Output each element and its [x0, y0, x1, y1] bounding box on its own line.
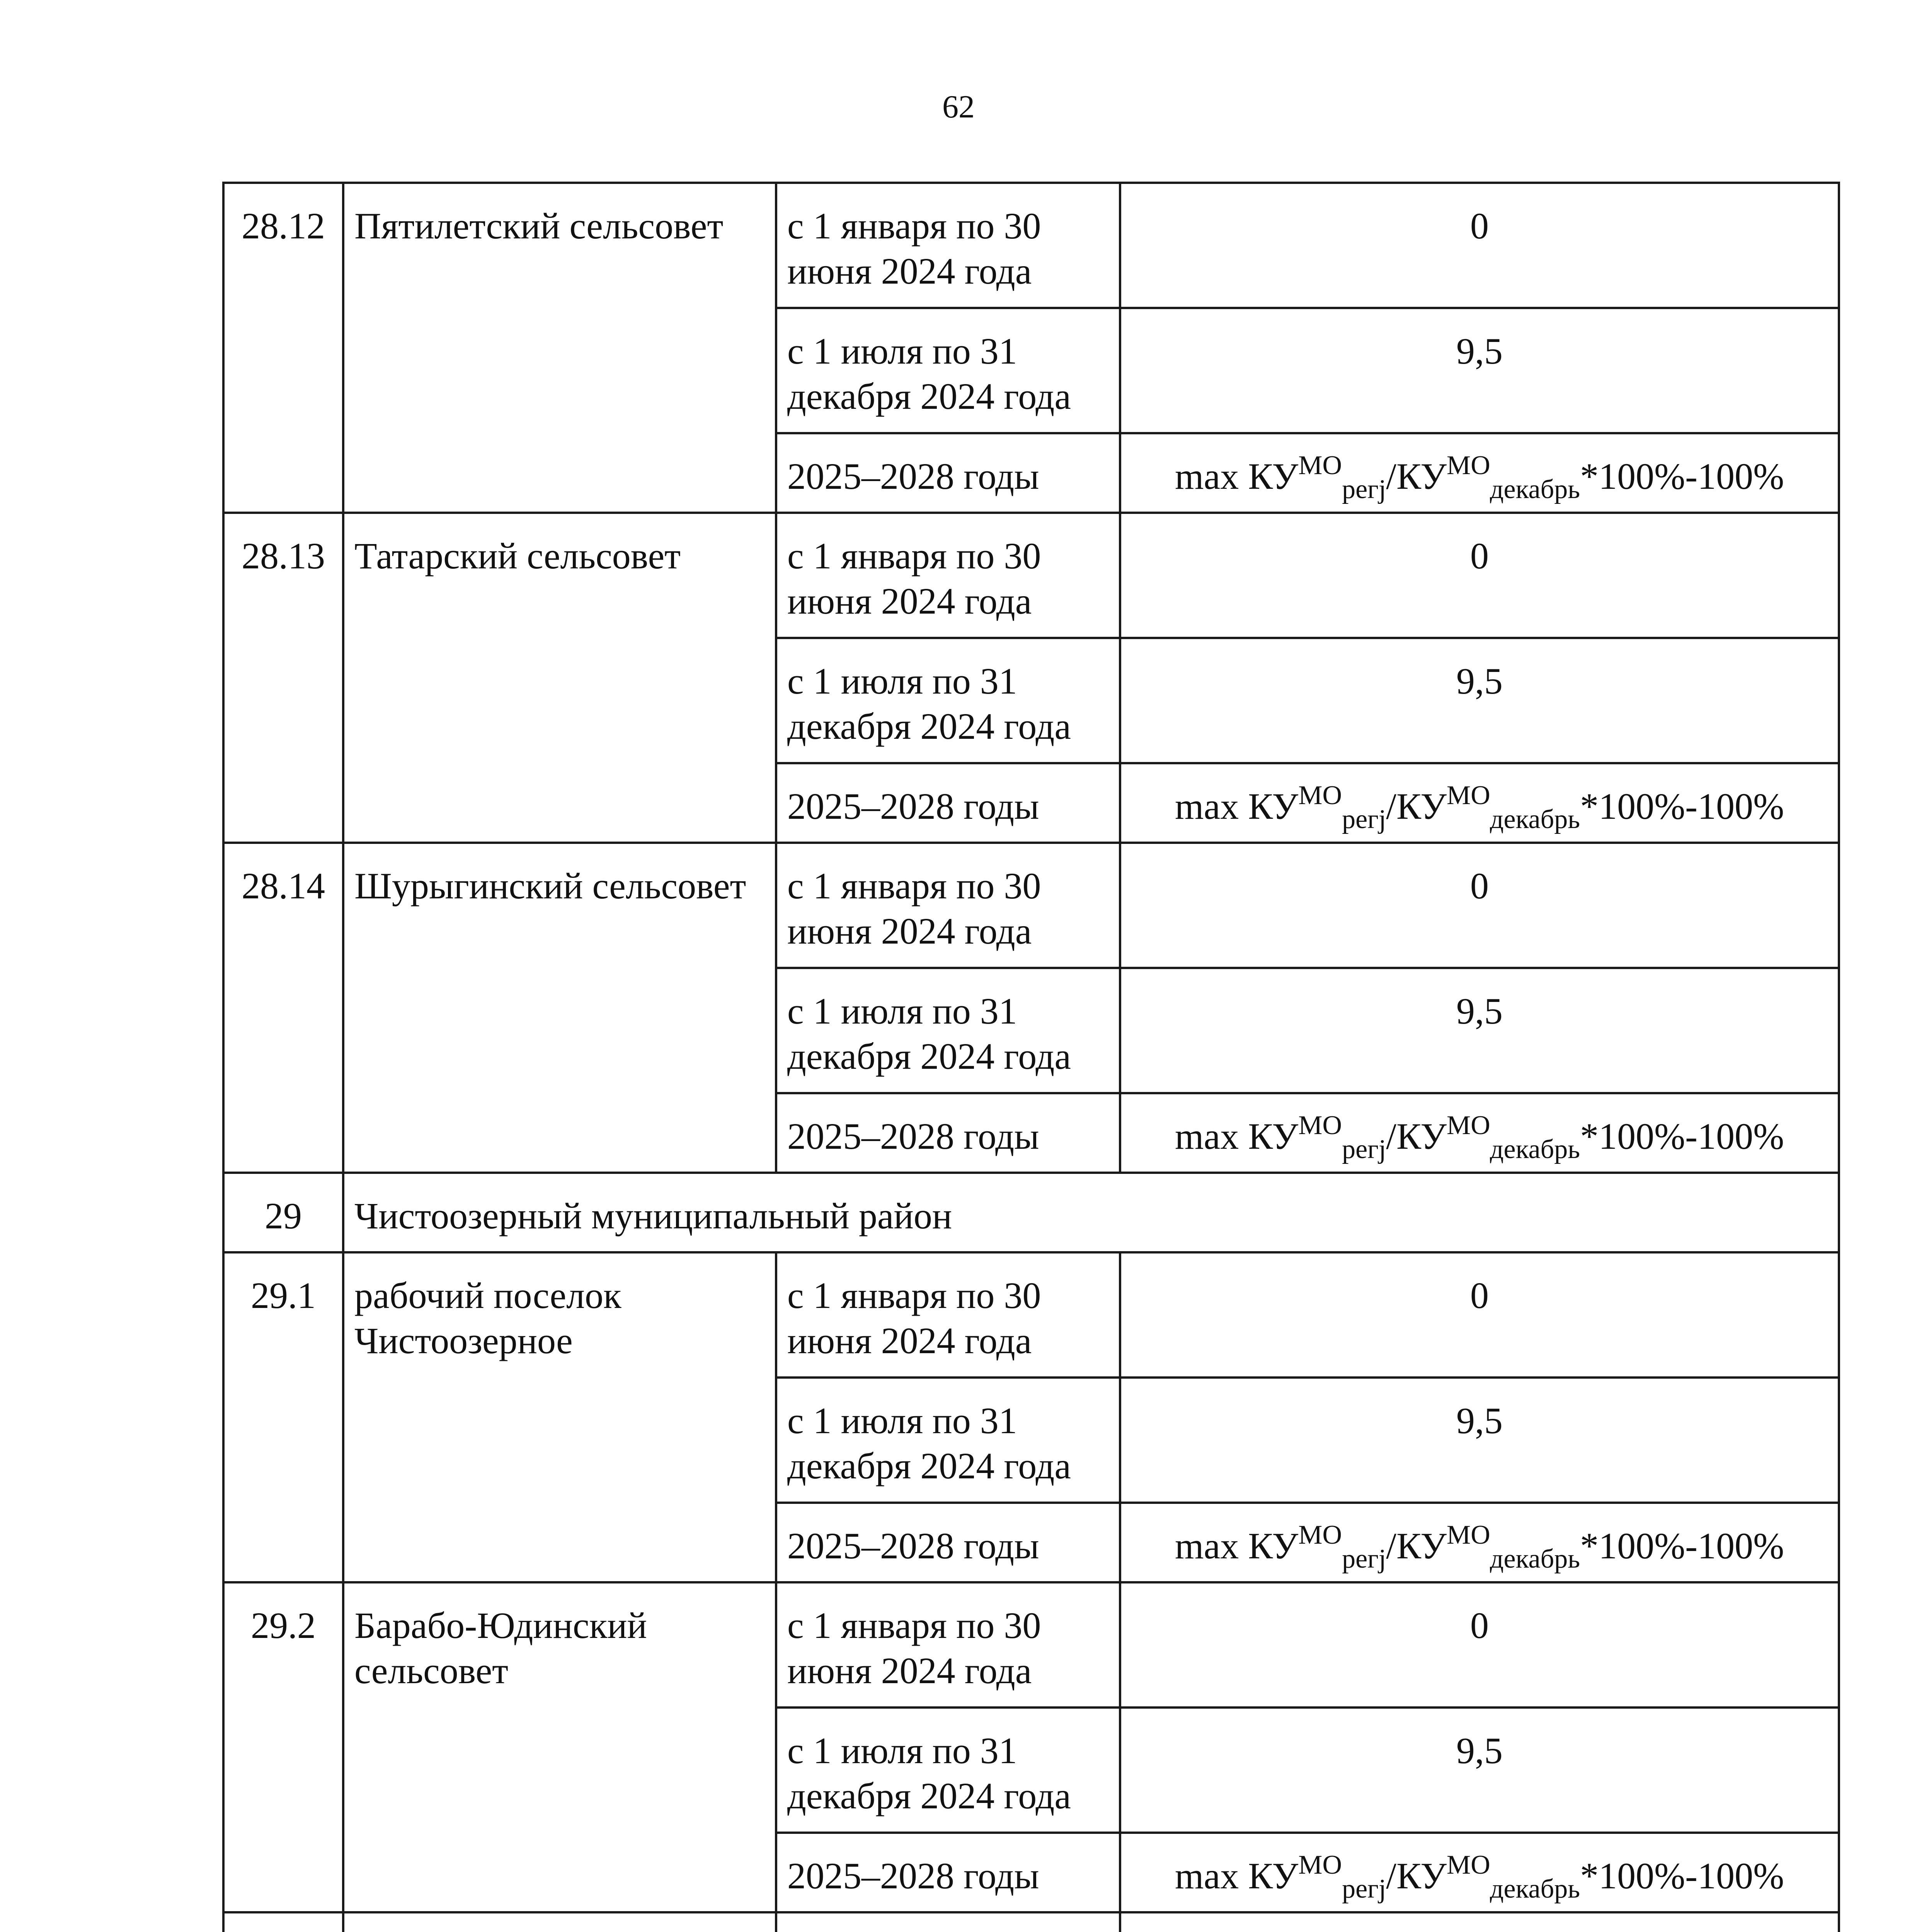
entity-name: Татарский сельсовет — [343, 513, 776, 843]
formula-value — [1120, 763, 1839, 843]
formula-prefix: max КУ — [1175, 1855, 1299, 1896]
coefficient-value: 0 — [1120, 183, 1839, 308]
formula-prefix: max КУ — [1175, 456, 1299, 497]
period-label: 2025–2028 годы — [776, 1833, 1120, 1912]
formula-prefix: max КУ — [1175, 1116, 1299, 1157]
period-label: с 1 января по 30 июня 2024 года — [776, 843, 1120, 968]
page-number: 62 — [942, 89, 975, 125]
entity-name: Шурыгинский сельсовет — [343, 843, 776, 1173]
period-label: 2025–2028 годы — [776, 1503, 1120, 1582]
coefficient-value — [1120, 1912, 1839, 1932]
entity-name — [343, 1912, 776, 1932]
formula-sup-1: МО — [1298, 1520, 1342, 1550]
formula-sub-1: pегj — [1342, 1874, 1386, 1904]
formula-sup-1: МО — [1298, 451, 1342, 480]
formula-sub-2: декабрь — [1490, 1544, 1580, 1574]
row-number: 28.14 — [223, 843, 343, 1173]
formula-value — [1120, 433, 1839, 513]
coefficient-value: 0 — [1120, 1252, 1839, 1378]
table-row — [223, 1252, 1839, 1378]
formula-sup-2: МО — [1447, 1850, 1490, 1880]
section-row — [223, 1173, 1839, 1252]
table-row — [223, 1912, 1839, 1932]
period-label: 2025–2028 годы — [776, 763, 1120, 843]
table-row — [223, 513, 1839, 638]
formula-suffix: *100%-100% — [1580, 1116, 1784, 1157]
row-number: 28.13 — [223, 513, 343, 843]
period-label: с 1 января по 30 июня 2024 года — [776, 1252, 1120, 1378]
table-row — [223, 183, 1839, 308]
formula-mid: /КУ — [1386, 456, 1447, 497]
entity-name: Барабо-Юдинский сельсовет — [343, 1582, 776, 1912]
formula-sup-2: МО — [1447, 781, 1490, 810]
table-row — [223, 843, 1839, 968]
formula-sup-2: МО — [1447, 1520, 1490, 1550]
period-label: с 1 июля по 31 декабря 2024 года — [776, 1708, 1120, 1833]
coefficient-value: 0 — [1120, 1582, 1839, 1708]
period-label — [776, 1912, 1120, 1932]
period-label: с 1 января по 30 июня 2024 года — [776, 1582, 1120, 1708]
table-row — [223, 1582, 1839, 1708]
formula-mid: /КУ — [1386, 786, 1447, 827]
formula-sub-1: pегj — [1342, 1134, 1386, 1164]
formula-sub-1: pегj — [1342, 474, 1386, 504]
coefficient-value: 9,5 — [1120, 1708, 1839, 1833]
period-label: с 1 июля по 31 декабря 2024 года — [776, 968, 1120, 1093]
coefficient-value: 9,5 — [1120, 1378, 1839, 1503]
formula-mid: /КУ — [1386, 1525, 1447, 1566]
entity-name: рабочий поселок Чистоозерное — [343, 1252, 776, 1582]
formula-prefix: max КУ — [1175, 786, 1299, 827]
formula-sub-1: pегj — [1342, 804, 1386, 834]
coefficient-value: 9,5 — [1120, 638, 1839, 763]
coefficients-table — [222, 182, 1840, 1932]
period-label: 2025–2028 годы — [776, 1093, 1120, 1173]
period-label: с 1 июля по 31 декабря 2024 года — [776, 308, 1120, 433]
formula-sup-2: МО — [1447, 1111, 1490, 1140]
formula-sub-2: декабрь — [1490, 1134, 1580, 1164]
formula-value — [1120, 1093, 1839, 1173]
formula-suffix: *100%-100% — [1580, 456, 1784, 497]
formula-value — [1120, 1503, 1839, 1582]
formula-sub-1: pегj — [1342, 1544, 1386, 1574]
period-label: с 1 января по 30 июня 2024 года — [776, 183, 1120, 308]
section-name: Чистоозерный муниципальный район — [343, 1173, 1839, 1252]
coefficient-value: 9,5 — [1120, 968, 1839, 1093]
period-label: 2025–2028 годы — [776, 433, 1120, 513]
row-number: 29.2 — [223, 1582, 343, 1912]
coefficient-value: 9,5 — [1120, 308, 1839, 433]
period-label: с 1 июля по 31 декабря 2024 года — [776, 1378, 1120, 1503]
formula-prefix: max КУ — [1175, 1525, 1299, 1566]
row-number: 29 — [223, 1173, 343, 1252]
entity-name: Пятилетский сельсовет — [343, 183, 776, 513]
period-label: с 1 января по 30 июня 2024 года — [776, 513, 1120, 638]
formula-sup-2: МО — [1447, 451, 1490, 480]
formula-sub-2: декабрь — [1490, 1874, 1580, 1904]
formula-mid: /КУ — [1386, 1855, 1447, 1896]
period-label: с 1 июля по 31 декабря 2024 года — [776, 638, 1120, 763]
table-body — [223, 183, 1839, 1932]
formula-sub-2: декабрь — [1490, 474, 1580, 504]
formula-suffix: *100%-100% — [1580, 1855, 1784, 1896]
formula-sup-1: МО — [1298, 1850, 1342, 1880]
formula-sub-2: декабрь — [1490, 804, 1580, 834]
formula-sup-1: МО — [1298, 781, 1342, 810]
coefficient-value: 0 — [1120, 843, 1839, 968]
formula-value — [1120, 1833, 1839, 1912]
formula-mid: /КУ — [1386, 1116, 1447, 1157]
row-number: 28.12 — [223, 183, 343, 513]
formula-suffix: *100%-100% — [1580, 786, 1784, 827]
row-number — [223, 1912, 343, 1932]
formula-sup-1: МО — [1298, 1111, 1342, 1140]
coefficient-value: 0 — [1120, 513, 1839, 638]
formula-suffix: *100%-100% — [1580, 1525, 1784, 1566]
row-number: 29.1 — [223, 1252, 343, 1582]
